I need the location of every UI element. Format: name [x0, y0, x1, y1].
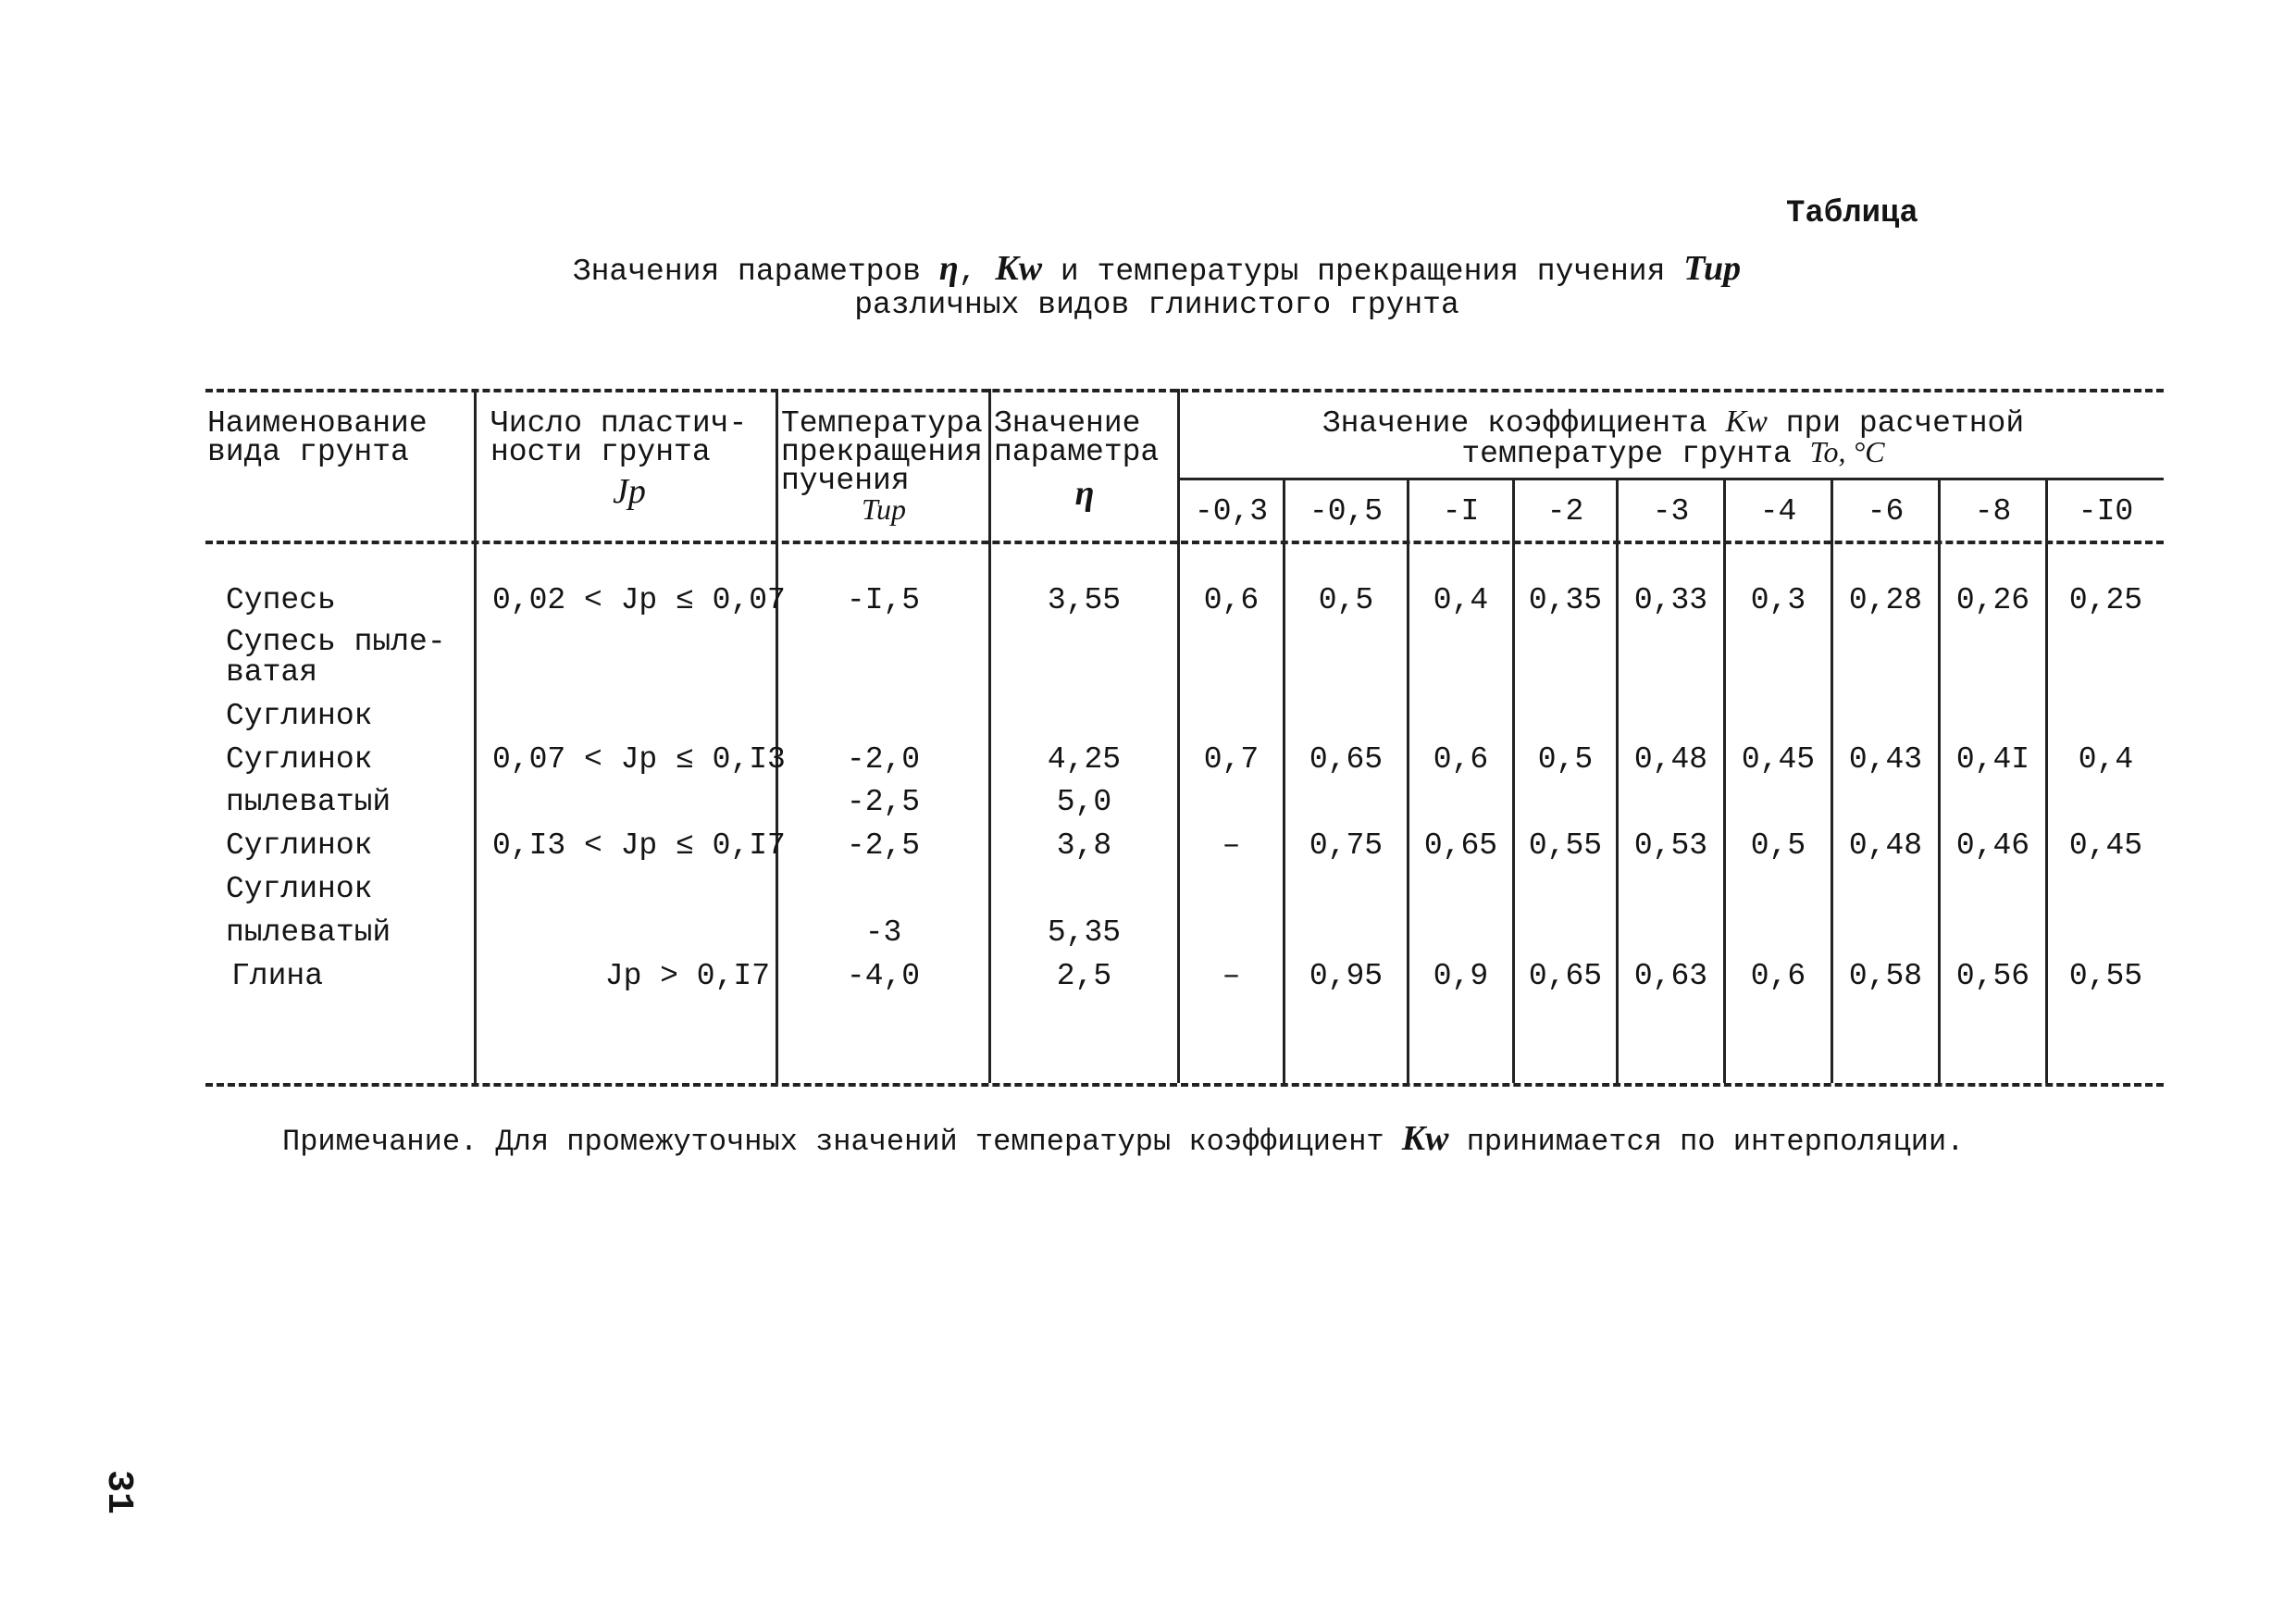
- page-number: 31: [97, 1470, 139, 1515]
- title-prefix: Значения параметров: [572, 255, 922, 289]
- plasticity-value: 0,02 < Jp ≤ 0,07: [492, 583, 786, 617]
- table-bottom-rule: [205, 1083, 2164, 1087]
- temperature-value: -3: [864, 915, 902, 950]
- row-name: Суглинок: [226, 828, 373, 863]
- kw-value: 0,46: [1955, 828, 2030, 863]
- plasticity-value: Jp > 0,I7: [604, 959, 770, 993]
- kw-value: 0,6: [1750, 959, 1806, 993]
- temp-header: -8: [1974, 494, 2012, 529]
- row-name: Глина: [231, 959, 324, 993]
- plasticity-value: 0,07 < Jp ≤ 0,I3: [492, 742, 786, 777]
- table-title: [518, 249, 1795, 322]
- temperature-value: -4,0: [846, 959, 921, 993]
- kw-value: 0,26: [1955, 583, 2030, 617]
- eta-symbol: η: [938, 249, 959, 288]
- table-top-rule: [205, 389, 2164, 392]
- row-name: Супесь: [226, 583, 336, 617]
- header-temperature: Температура прекращения пучения Tup: [781, 406, 983, 526]
- row-name: Супесь пыле- ватая: [226, 625, 446, 690]
- kw-value: 0,4: [2078, 742, 2134, 777]
- title-line2: различных видов глинистого грунта: [854, 288, 1459, 322]
- kw-value: 0,9: [1433, 959, 1489, 993]
- kw-value: 0,53: [1633, 828, 1708, 863]
- temp-header: -0,3: [1194, 494, 1269, 529]
- kw-value: 0,25: [2068, 583, 2143, 617]
- table-note: [282, 1118, 1964, 1159]
- temp-header: -I0: [2078, 494, 2134, 529]
- parameter-value: 3,55: [1047, 583, 1122, 617]
- kw-value: 0,7: [1203, 742, 1260, 777]
- kw-header-rule: [1177, 478, 2164, 480]
- kw-value: 0,5: [1537, 742, 1594, 777]
- kw-symbol: Kw: [995, 249, 1043, 288]
- kw-value: 0,55: [1528, 828, 1603, 863]
- temp-header: -2: [1546, 494, 1584, 529]
- kw-value: 0,65: [1528, 959, 1603, 993]
- plasticity-value: 0,I3 < Jp ≤ 0,I7: [492, 828, 786, 863]
- note-suffix: принимается по интерполяции.: [1466, 1125, 1965, 1159]
- kw-value: 0,45: [1741, 742, 1816, 777]
- kw-value: 0,33: [1633, 583, 1708, 617]
- temperature-value: -I,5: [846, 583, 921, 617]
- temperature-value: -2,0: [846, 742, 921, 777]
- kw-value: 0,5: [1318, 583, 1374, 617]
- data-table: [205, 389, 2164, 1092]
- kw-value: 0,6: [1433, 742, 1489, 777]
- temp-header: -I: [1442, 494, 1480, 529]
- note-prefix: Примечание. Для промежуточных значений температуры коэффициент: [282, 1125, 1384, 1159]
- column-divider: [474, 389, 477, 1083]
- parameter-value: 4,25: [1047, 742, 1122, 777]
- temp-header: -6: [1867, 494, 1905, 529]
- kw-value: 0,95: [1309, 959, 1384, 993]
- tup-symbol: Tup: [1683, 249, 1742, 288]
- kw-value: 0,6: [1203, 583, 1260, 617]
- parameter-value: 3,8: [1056, 828, 1112, 863]
- parameter-value: 2,5: [1056, 959, 1112, 993]
- kw-value: 0,35: [1528, 583, 1603, 617]
- title-middle: и температуры прекращения пучения: [1060, 255, 1666, 289]
- kw-value: 0,65: [1423, 828, 1498, 863]
- kw-value: 0,3: [1750, 583, 1806, 617]
- kw-value: 0,4: [1433, 583, 1489, 617]
- header-plasticity: Число пластич- ности грунта Jp: [490, 406, 748, 511]
- kw-value: 0,4I: [1955, 742, 2030, 777]
- note-kw-symbol: Kw: [1401, 1119, 1449, 1158]
- title-comma: ,: [958, 255, 977, 289]
- kw-value: 0,5: [1750, 828, 1806, 863]
- header-parameter: Значение параметра η: [994, 406, 1160, 513]
- table-label: Таблица: [1786, 196, 1918, 231]
- parameter-value: 5,0: [1056, 785, 1112, 819]
- kw-value: 0,75: [1309, 828, 1384, 863]
- row-name: пылеватый: [226, 785, 391, 819]
- temperature-value: -2,5: [846, 828, 921, 863]
- kw-value: –: [1222, 828, 1241, 863]
- kw-value: 0,55: [2068, 959, 2143, 993]
- row-name: пылеватый: [226, 915, 391, 950]
- row-name: Суглинок: [226, 872, 373, 906]
- row-name: Суглинок: [226, 742, 373, 777]
- kw-value: 0,43: [1848, 742, 1923, 777]
- temp-header: -0,5: [1309, 494, 1384, 529]
- header-soil-type: Наименование вида грунта: [207, 406, 428, 469]
- header-bottom-rule: [205, 541, 2164, 544]
- kw-value: 0,45: [2068, 828, 2143, 863]
- kw-value: 0,48: [1633, 742, 1708, 777]
- temp-header: -3: [1652, 494, 1690, 529]
- kw-value: 0,56: [1955, 959, 2030, 993]
- kw-value: 0,65: [1309, 742, 1384, 777]
- temp-header: -4: [1759, 494, 1797, 529]
- header-kw: Значение коэффициента Kw при расчетной температуре грунта To, °C: [1322, 404, 2025, 471]
- parameter-value: 5,35: [1047, 915, 1122, 950]
- kw-value: 0,28: [1848, 583, 1923, 617]
- row-name: Суглинок: [226, 699, 373, 733]
- kw-value: 0,48: [1848, 828, 1923, 863]
- kw-value: 0,63: [1633, 959, 1708, 993]
- kw-value: –: [1222, 959, 1241, 993]
- kw-value: 0,58: [1848, 959, 1923, 993]
- temperature-value: -2,5: [846, 785, 921, 819]
